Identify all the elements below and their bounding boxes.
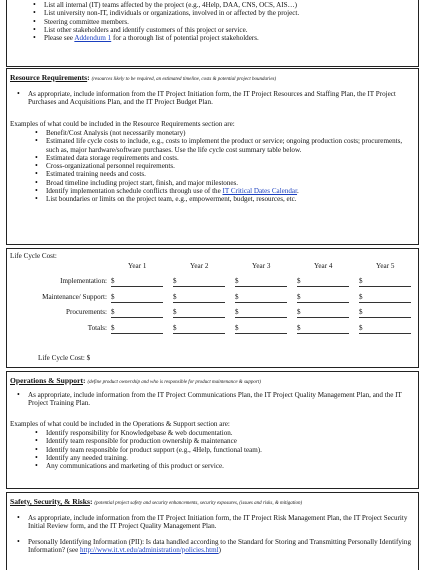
cost-cell-procurements-year-4[interactable]: $ [297,308,349,318]
list-item: • Identify any needed training. [46,454,414,462]
year-2-header: Year 2 [190,262,209,270]
policies-link[interactable]: http://www.it.vt.edu/administration/policies.html [80,545,219,554]
addendum-link[interactable]: Addendum 1 [74,34,112,43]
cost-cell-maintenance-year-4[interactable]: $ [297,293,349,303]
operations-examples-intro: Examples of what could be included in the Operations & Support section are: [10,420,230,428]
cost-cell-procurements-year-2[interactable]: $ [173,308,225,318]
row-label-totals: Totals: [87,324,107,332]
stakeholders-box [6,0,419,67]
safety-note: (potential project safety and security enhancements, security exposures, (issues and risks, & mitigation) [94,501,303,506]
operations-bullets [28,391,415,408]
cost-cell-procurements-year-5[interactable]: $ [359,308,411,318]
list-item: • Estimated data storage requirements and costs. [46,154,414,162]
cost-cell-totals-year-4[interactable]: $ [297,324,349,334]
life-cycle-cost-box [6,248,419,368]
list-item: • List boundaries or limits on the project team, e.g., empowerment, budget, resources, etc. [46,195,414,203]
cost-cell-totals-year-1[interactable]: $ [111,324,163,334]
list-item: • List all internal (IT) teams affected by the project (e.g., 4Help, DAA, CNS, OCS, AIS…) [44,1,414,9]
list-item: • As appropriate, include information from the IT Project Initiation form, the IT Project Resources and Staffing Plan, the IT Project Purchases and Acquisitions Plan, and the IT Project Budget Plan. [28,90,415,107]
cost-cell-implementation-year-1[interactable]: $ [111,277,163,287]
resource-examples-list [46,129,414,204]
resource-title-line: Resource Requirements: (resources likely to be required, an estimated timeline, costs & potential project boundaries) [10,73,277,82]
cost-cell-implementation-year-2[interactable]: $ [173,277,225,287]
row-label-procurements: Procurements: [66,308,107,316]
list-item: • Estimated training needs and costs. [46,170,414,178]
cost-cell-maintenance-year-3[interactable]: $ [235,293,287,303]
list-item: • Broad timeline including project start, finish, and major milestones. [46,179,414,187]
list-item: • As appropriate, include information from the IT Project Communications Plan, the IT Project Quality Management Plan, and the IT Project Training Plan. [28,391,415,408]
operations-note: (define product ownership and who is responsible for product maintenance & support) [87,380,261,385]
life-cycle-title: Life Cycle Cost: [10,252,57,260]
operations-examples-list [46,429,414,470]
year-3-header: Year 3 [252,262,271,270]
cost-cell-totals-year-5[interactable]: $ [359,324,411,334]
safety-title-line: Safety, Security, & Risks: (potential project safety and security enhancements, security exposures, (issues and risks, & mitigation) [10,497,303,506]
list-item: • Steering committee members. [44,18,414,26]
list-item: • Identify team responsible for production ownership & maintenance [46,437,414,445]
cost-cell-procurements-year-1[interactable]: $ [111,308,163,318]
list-item: • Identify responsibility for Knowledgebase & web documentation. [46,429,414,437]
safety-bullets [28,514,415,554]
list-item: • List other stakeholders and identify customers of this project or service. [44,26,414,34]
operations-support-box [6,371,419,489]
cost-cell-maintenance-year-2[interactable]: $ [173,293,225,303]
cost-cell-implementation-year-3[interactable]: $ [235,277,287,287]
safety-security-box [6,492,419,570]
operations-title-line: Operations & Support: (define product ownership and who is responsible for product maintenance & support) [10,376,261,385]
cost-cell-maintenance-year-1[interactable]: $ [111,293,163,303]
operations-title: Operations & Support [10,376,83,385]
list-item: • Personally Identifying Information (PII): Is data handled according to the Standard for Storing and Transmitting Personally Identifying Information? (see http://www.it.vt.edu/administration/policies.html) [28,538,415,555]
cost-cell-totals-year-3[interactable]: $ [235,324,287,334]
cost-cell-procurements-year-3[interactable]: $ [235,308,287,318]
cost-cell-implementation-year-4[interactable]: $ [297,277,349,287]
row-label-implementation: Implementation: [60,277,107,285]
list-item: • As appropriate, include information from the IT Project Initiation form, the IT Project Risk Management Plan, the IT Project Security Initial Review form, and the IT Project Quality Management Plan. [28,514,415,531]
list-item: • Any communications and marketing of this product or service. [46,462,414,470]
cost-cell-totals-year-2[interactable]: $ [173,324,225,334]
critical-dates-link[interactable]: IT Critical Dates Calendar [222,187,298,196]
year-4-header: Year 4 [314,262,333,270]
resource-requirements-box [6,68,419,245]
life-cycle-total: Life Cycle Cost: $ [38,354,91,362]
safety-title: Safety, Security, & Risks [10,497,90,506]
resource-title: Resource Requirements [10,73,88,82]
stakeholder-list [44,1,414,42]
resource-bullets [28,90,415,107]
cost-cell-implementation-year-5[interactable]: $ [359,277,411,287]
list-item: • Identify implementation schedule conflicts through use of the IT Critical Dates Calendar. [46,187,414,195]
list-item: • Cross-organizational personnel requirements. [46,162,414,170]
resource-note: (resources likely to be required, an estimated timeline, costs & potential project boundaries) [91,77,277,82]
list-item: • List university non-IT, individuals or organizations, involved in or affected by the project. [44,9,414,17]
list-item: • Benefit/Cost Analysis (not necessarily monetary) [46,129,414,137]
list-item: • Please see Addendum 1 for a thorough list of potential project stakeholders. [44,34,414,42]
year-5-header: Year 5 [376,262,395,270]
resource-examples-intro: Examples of what could be included in the Resource Requirements section are: [10,120,235,128]
list-item: • Identify team responsible for product support (e.g., 4Help, functional team). [46,446,414,454]
list-item: • Estimated life cycle costs to include, e.g., costs to implement the product or service; ongoing production costs; procurements, such as, major hardware/software purchases. Use the life cycle cost summary table below. [46,137,414,154]
cost-cell-maintenance-year-5[interactable]: $ [359,293,411,303]
year-1-header: Year 1 [128,262,147,270]
row-label-maintenance: Maintenance/ Support: [42,293,107,301]
